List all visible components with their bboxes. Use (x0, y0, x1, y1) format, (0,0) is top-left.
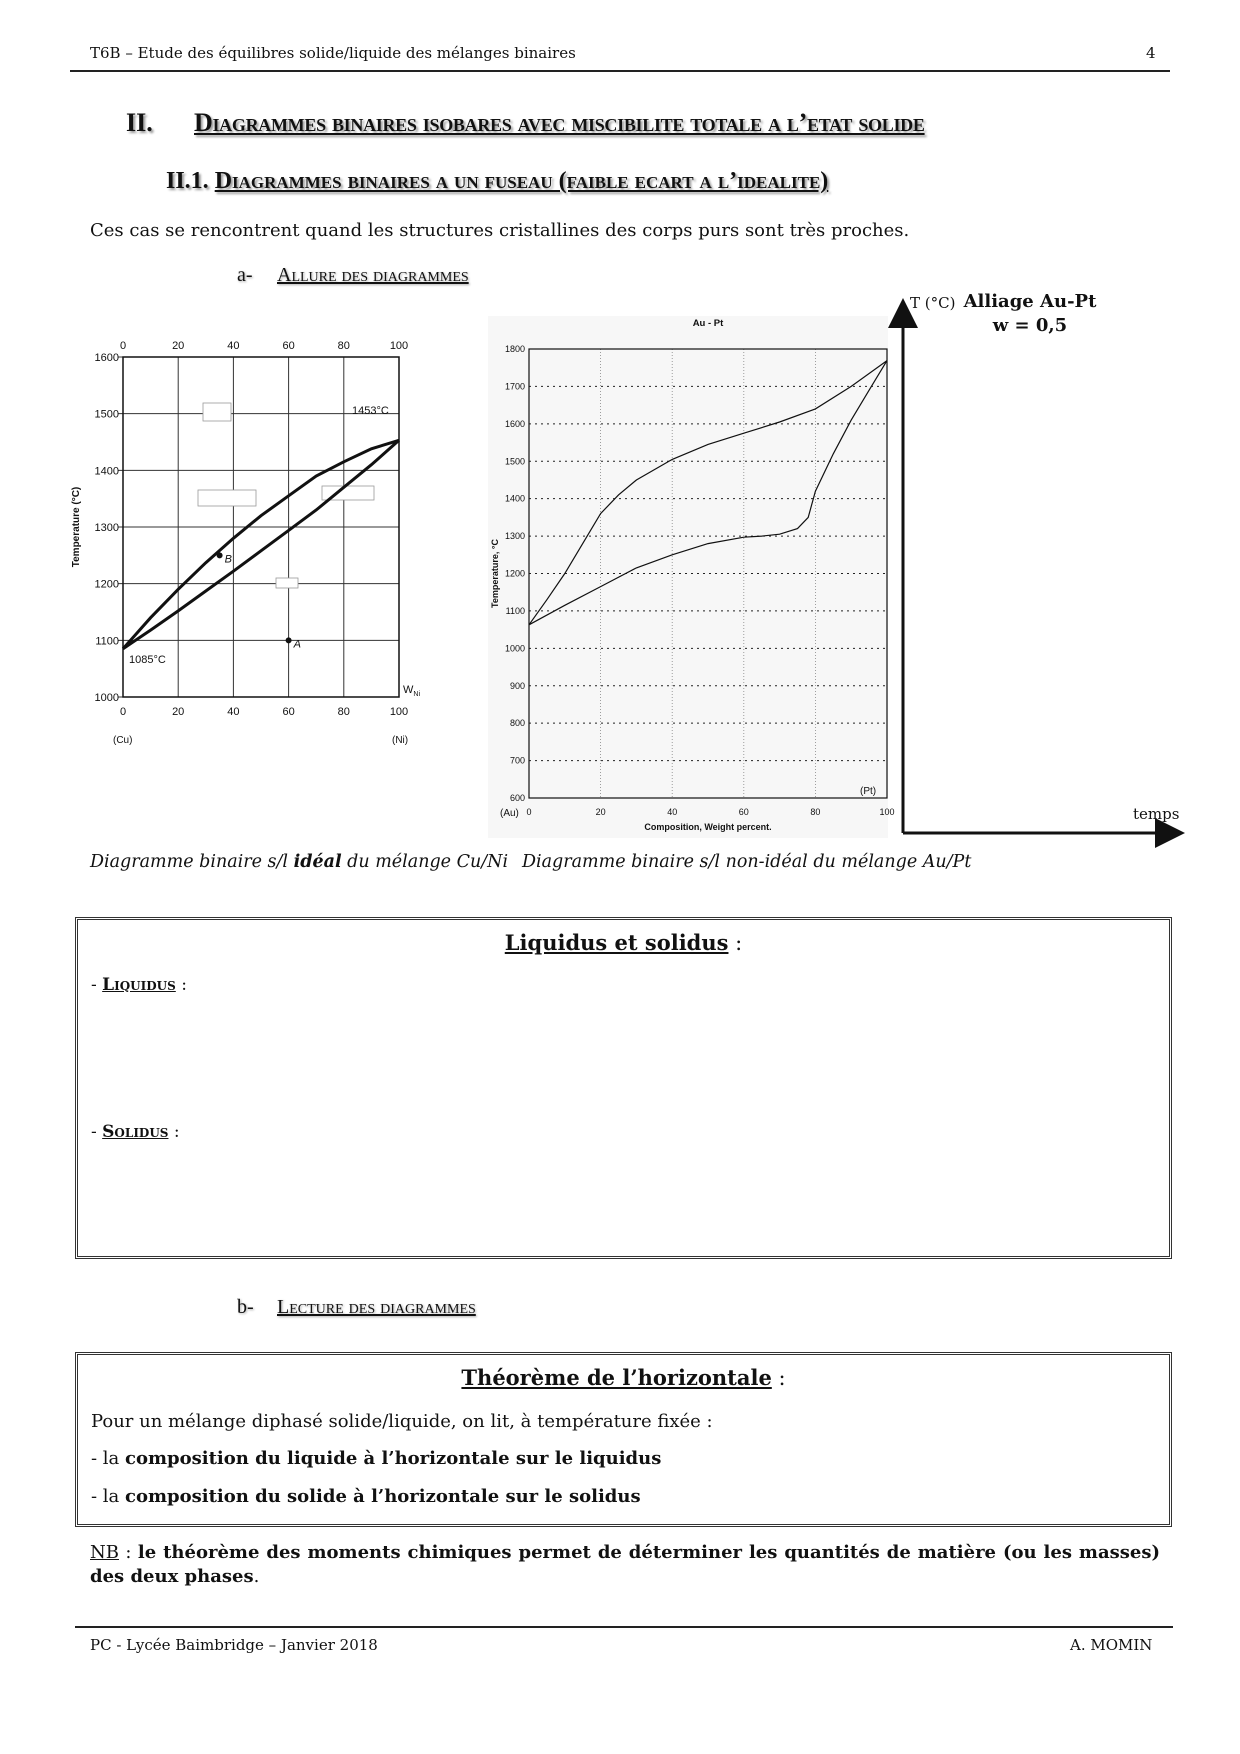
au-pt-y-tick-label: 1500 (504, 456, 525, 467)
cu-ni-x-tick-label: 20 (172, 706, 185, 718)
horizontal-theorem-title: Théorème de l’horizontale : (461, 1365, 786, 1390)
horizontal-theorem-box (75, 1352, 1172, 1527)
au-pt-chart-title: Au - Pt (692, 318, 724, 329)
section-heading (126, 108, 925, 138)
part-a-title: Allure des diagrammes (277, 264, 469, 286)
liquidus-solidus-title: Liquidus et solidus : (504, 930, 743, 955)
header-rule (70, 70, 1170, 72)
au-pt-x-tick-label: 100 (879, 807, 895, 817)
au-pt-y-tick-label: 800 (509, 718, 525, 729)
au-pt-y-tick-label: 1600 (504, 418, 525, 429)
theorem-solid-composition: - la composition du solide à l’horizontale sur le solidus (91, 1486, 641, 1507)
liquidus-definition: - Liquidus : (91, 975, 187, 995)
intro-paragraph: Ces cas se rencontrent quand les structures cristallines des corps purs sont très proches. (90, 220, 910, 241)
part-b-title: Lecture des diagrammes (277, 1296, 476, 1318)
cu-ni-top-tick-label: 40 (227, 340, 240, 352)
au-pt-y-tick-label: 1700 (504, 381, 525, 392)
part-a-label: a- (237, 264, 253, 286)
au-pt-x-tick-label: 60 (738, 807, 749, 817)
cu-ni-ni-melting-annotation: 1453°C (352, 405, 389, 417)
cu-ni-caption-post: du mélange Cu/Ni (341, 852, 509, 872)
au-pt-y-tick-label: 1300 (504, 531, 525, 542)
solidus-label: Solidus (102, 1122, 169, 1142)
au-pt-y-tick-label: 600 (509, 793, 525, 803)
cu-ni-x-tick-label: 60 (282, 706, 295, 718)
cu-ni-right-end-label: (Ni) (392, 735, 409, 746)
page-number: 4 (1146, 44, 1156, 62)
cu-ni-blank-label-box (276, 578, 298, 588)
au-pt-y-tick-label: 1400 (504, 493, 525, 504)
au-pt-y-tick-label: 1100 (505, 605, 525, 616)
cu-ni-x-tick-label: 40 (227, 706, 240, 718)
cu-ni-point-A (286, 637, 292, 643)
cu-ni-top-tick-label: 0 (119, 340, 127, 352)
au-pt-x-tick-label: 40 (667, 807, 678, 817)
au-pt-y-tick-label: 1000 (504, 643, 525, 654)
alloy-fraction: w = 0,5 (992, 315, 1068, 336)
au-pt-x-tick-label: 0 (526, 807, 532, 817)
au-pt-y-tick-label: 900 (509, 680, 525, 691)
au-pt-background (488, 316, 888, 838)
cu-ni-chart (70, 330, 490, 840)
subsection-number: II.1. (166, 168, 209, 194)
alloy-label (950, 290, 1110, 338)
cu-ni-caption-pre: Diagramme binaire s/l (90, 852, 294, 872)
cu-ni-x-tick-label: 100 (389, 706, 409, 718)
au-pt-x-tick-label: 80 (810, 807, 821, 817)
cu-ni-y-tick-label: 1600 (94, 352, 119, 364)
nb-label: NB (90, 1542, 119, 1563)
cu-ni-blank-label-box (198, 490, 256, 506)
footer-rule (75, 1626, 1173, 1628)
cu-ni-x-axis-symbol: $W_{Ni}$ (403, 684, 421, 698)
au-pt-caption: Diagramme binaire s/l non-idéal du mélange Au/Pt (522, 852, 972, 872)
au-pt-x-tick-label: 20 (595, 807, 606, 817)
nb-note: NB : le théorème des moments chimiques permet de déterminer les quantités de matière (ou les masses) des deux phases. (90, 1542, 1160, 1587)
au-pt-chart (488, 316, 895, 838)
cu-ni-y-tick-label: 1200 (94, 578, 119, 591)
nb-text: le théorème des moments chimiques permet de déterminer les quantités de matière (ou les masses) des deux phases (90, 1542, 1160, 1587)
cu-ni-blank-label-box (203, 403, 231, 421)
au-pt-y-tick-label: 700 (509, 755, 525, 766)
cu-ni-y-tick-label: 1400 (94, 465, 119, 478)
cu-ni-x-tick-label: 0 (119, 706, 127, 718)
cooling-curve-axes (890, 285, 1190, 845)
au-pt-left-end-label: (Au) (500, 808, 519, 819)
cu-ni-top-tick-label: 60 (282, 340, 295, 352)
cu-ni-cu-melting-annotation: 1085°C (129, 654, 166, 666)
footer-left: PC - Lycée Baimbridge – Janvier 2018 (90, 1636, 378, 1654)
footer-right: A. MOMIN (1070, 1636, 1153, 1654)
au-pt-x-axis-label: Composition, Weight percent. (644, 822, 772, 832)
cu-ni-y-tick-label: 1500 (94, 408, 119, 421)
cu-ni-left-end-label: (Cu) (113, 735, 133, 746)
theorem-intro: Pour un mélange diphasé solide/liquide, on lit, à température fixée : (91, 1411, 713, 1432)
theorem-liquid-composition: - la composition du liquide à l’horizontale sur le liquidus (91, 1448, 662, 1469)
cu-ni-caption (90, 852, 508, 872)
cu-ni-x-tick-label: 80 (337, 706, 350, 718)
cu-ni-y-tick-label: 1000 (94, 692, 119, 704)
subsection-heading (166, 168, 828, 195)
cu-ni-top-tick-label: 20 (172, 340, 185, 352)
header-title: T6B – Etude des équilibres solide/liquide des mélanges binaires (90, 44, 576, 62)
subsection-title: Diagrammes binaires a un fuseau (faible ecart a l’idealite) (214, 168, 829, 194)
cu-ni-solidus-curve (123, 440, 399, 649)
au-pt-right-end-label: (Pt) (860, 786, 877, 797)
cu-ni-y-tick-label: 1300 (94, 522, 119, 534)
time-axis-label: temps (1133, 805, 1180, 823)
cu-ni-liquidus-curve (123, 440, 399, 649)
section-title: Diagrammes binaires isobares avec miscibilite totale a l’etat solide (194, 108, 925, 137)
cu-ni-top-tick-label: 100 (389, 340, 409, 352)
temperature-axis-label: T (°C) (910, 294, 956, 312)
cu-ni-plot (71, 340, 420, 746)
cu-ni-top-tick-label: 80 (337, 340, 350, 352)
cu-ni-y-axis-label: Temperature (°C) (71, 486, 82, 568)
cu-ni-point-label: A (293, 638, 301, 651)
au-pt-y-axis-label: Temperature, °C (490, 539, 500, 608)
cu-ni-x-axis-subscript: Ni (413, 691, 421, 698)
part-b-label: b- (237, 1296, 254, 1318)
liquidus-label: Liquidus (102, 975, 176, 995)
cu-ni-point-B (217, 552, 223, 558)
liquidus-solidus-box (75, 917, 1172, 1259)
section-number: II. (126, 108, 153, 137)
alloy-name: Alliage Au-Pt (963, 291, 1097, 312)
cu-ni-y-tick-label: 1100 (95, 635, 119, 648)
au-pt-y-tick-label: 1200 (504, 568, 525, 579)
au-pt-y-tick-label: 1800 (504, 344, 525, 354)
part-b-heading (237, 1296, 476, 1319)
cu-ni-point-label: B (224, 553, 232, 566)
solidus-definition: - Solidus : (91, 1122, 180, 1142)
part-a-heading (237, 264, 469, 287)
cu-ni-caption-bold: idéal (293, 852, 342, 872)
